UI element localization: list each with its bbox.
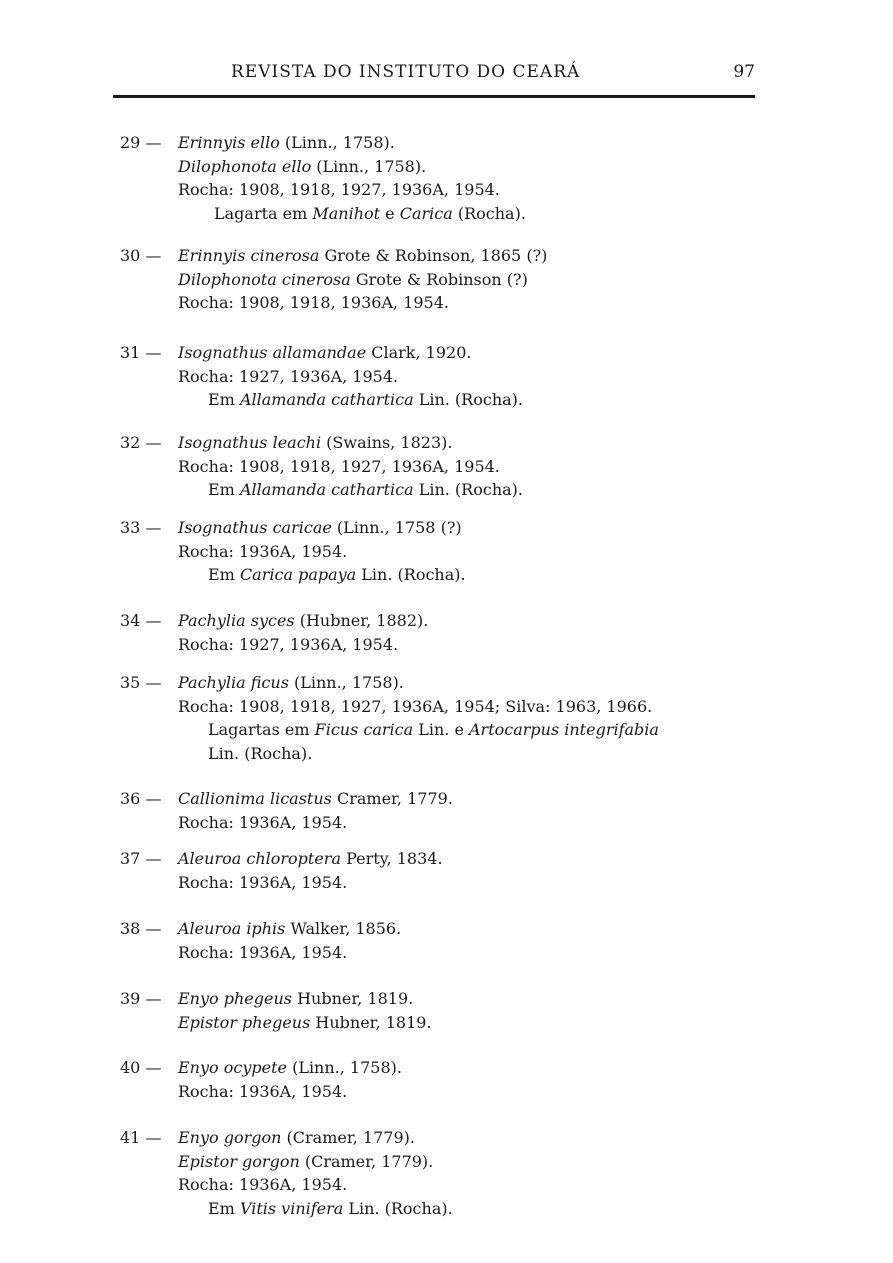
entry-dash: — — [140, 518, 162, 537]
entry-dash: — — [140, 133, 162, 152]
species-name: Enyo ocypete — [178, 1058, 287, 1077]
entry-dash: — — [140, 849, 162, 868]
entry-line — [178, 455, 500, 478]
entry-line — [178, 671, 404, 694]
entry-dash: — — [140, 1058, 162, 1077]
entry-line — [178, 1126, 415, 1149]
line-rest: Hubner, 1819. — [291, 989, 414, 1008]
entry-line — [208, 718, 659, 741]
entry-line — [178, 609, 428, 632]
entry-dash: — — [140, 673, 162, 692]
species-name: Dilophonota cinerosa — [178, 269, 351, 289]
species-name: Carica papaya — [239, 565, 357, 584]
entry-number-wrap — [120, 847, 161, 870]
line-text: Rocha: 1908, 1918, 1936A, 1954. — [178, 293, 449, 312]
entry-line — [178, 1011, 432, 1034]
entry-line — [178, 1173, 347, 1196]
entry-number: 39 — [120, 989, 141, 1008]
entry-number-wrap — [120, 671, 161, 694]
entry-number: 41 — [120, 1128, 141, 1147]
entry-line — [178, 811, 347, 834]
species-name: Isognathus leachi — [178, 433, 322, 452]
line-rest: Lin. (Rocha). — [413, 480, 523, 499]
line-rest: (Linn., 1758 (?) — [331, 518, 462, 537]
entry-number: 35 — [120, 673, 141, 692]
entry-number: 36 — [120, 789, 141, 808]
entry-number: 30 — [120, 246, 141, 265]
line-prefix: Em — [208, 390, 240, 409]
entry-number: 29 — [120, 133, 141, 152]
entry-line — [178, 291, 449, 314]
species-name: Enyo phegeus — [178, 989, 292, 1008]
entry-number-wrap — [120, 244, 161, 267]
species-name: Isognathus allamandae — [178, 343, 367, 362]
species-name: Erinnyis ello — [178, 133, 280, 152]
entry-number: 37 — [120, 849, 141, 868]
species-name: Allamanda cathartica — [239, 390, 414, 409]
line-rest: (Swains, 1823). — [321, 433, 453, 452]
species-name: Dilophonota ello — [178, 156, 312, 176]
line-text: Rocha: 1908, 1918, 1927, 1936A, 1954. — [178, 180, 500, 199]
line-prefix: Em — [208, 565, 240, 584]
entry-dash: — — [140, 1128, 162, 1147]
entry-number-wrap — [120, 787, 161, 810]
line-rest: (Linn., 1758). — [288, 673, 404, 692]
entry-dash: — — [140, 789, 162, 808]
entry-line — [178, 268, 528, 291]
entry-line — [178, 178, 500, 201]
entry-line — [178, 987, 413, 1010]
line-prefix: Em — [208, 480, 240, 499]
entry-line — [208, 1197, 453, 1220]
entry-line — [208, 563, 466, 586]
entry-line — [178, 1150, 433, 1173]
entry-number: 32 — [120, 433, 141, 452]
species-name: Isognathus caricae — [178, 518, 332, 537]
line-prefix: Em — [208, 1198, 240, 1218]
entry-line — [214, 202, 526, 225]
entry-line — [178, 341, 471, 364]
entry-number-wrap — [120, 987, 161, 1010]
entry-line — [178, 941, 347, 964]
line-rest: (Cramer, 1779). — [299, 1151, 434, 1171]
entry-line — [178, 516, 462, 539]
line-middle: e — [380, 203, 400, 223]
line-rest: Clark, 1920. — [366, 343, 472, 362]
line-rest: (Linn., 1758). — [311, 156, 427, 176]
line-rest: (Rocha). — [452, 203, 526, 223]
species-name: Artocarpus integrifabia — [469, 720, 659, 739]
line-rest: Lin. (Rocha). — [343, 1198, 453, 1218]
entry-dash: — — [140, 343, 162, 362]
entry-number: 38 — [120, 919, 141, 938]
entry-line — [178, 1080, 347, 1103]
entry-line — [178, 1056, 402, 1079]
line-rest: (Cramer, 1779). — [281, 1128, 415, 1147]
species-name: Aleuroa iphis — [178, 919, 286, 938]
line-text: Rocha: 1936A, 1954. — [178, 1081, 348, 1101]
entry-number: 33 — [120, 518, 141, 537]
species-name: Callionima licastus — [178, 789, 332, 808]
species-name: Epistor phegeus — [178, 1012, 311, 1032]
entry-number-wrap — [120, 341, 161, 364]
line-prefix: Lagarta em — [214, 203, 313, 223]
entry-line — [178, 787, 453, 810]
line-text: Rocha: 1936A, 1954. — [178, 1175, 348, 1194]
line-rest: Hubner, 1819. — [310, 1012, 432, 1032]
entry-number-wrap — [120, 431, 161, 454]
entry-dash: — — [140, 433, 162, 452]
line-text: Rocha: 1936A, 1954. — [178, 541, 348, 561]
line-middle: Lin. e — [413, 720, 469, 739]
entry-line — [178, 540, 347, 563]
entry-line — [178, 871, 347, 894]
line-rest: Walker, 1856. — [285, 919, 402, 938]
entry-line — [178, 131, 395, 154]
species-name: Pachylia ficus — [178, 673, 289, 692]
entry-number-wrap — [120, 917, 161, 940]
entry-line — [178, 431, 452, 454]
species-name: Pachylia syces — [178, 611, 295, 630]
entry-dash: — — [140, 246, 162, 265]
entry-line — [178, 633, 398, 656]
line-rest: (Linn., 1758). — [286, 1058, 402, 1077]
entry-dash: — — [140, 989, 162, 1008]
line-text: Lin. (Rocha). — [208, 743, 313, 763]
species-name: Enyo gorgon — [178, 1128, 282, 1147]
line-rest: Grote & Robinson, 1865 (?) — [319, 246, 548, 265]
line-text: Rocha: 1908, 1918, 1927, 1936A, 1954. — [178, 456, 500, 476]
entry-line — [178, 155, 426, 178]
entry-line — [178, 847, 443, 870]
entry-line — [178, 365, 398, 388]
line-rest: (Hubner, 1882). — [294, 611, 429, 630]
line-text: Rocha: 1936A, 1954. — [178, 872, 348, 892]
entry-number-wrap — [120, 516, 161, 539]
line-text: Rocha: 1936A, 1954. — [178, 942, 348, 962]
species-name: Allamanda cathartica — [239, 480, 414, 499]
species-name: Epistor gorgon — [178, 1151, 300, 1171]
entry-dash: — — [140, 919, 162, 938]
line-rest: Lin. (Rocha). — [413, 390, 523, 409]
line-text: Rocha: 1908, 1918, 1927, 1936A, 1954; Silva: 1963, 1966. — [178, 696, 653, 716]
entry-number: 34 — [120, 611, 141, 630]
entry-number: 40 — [120, 1058, 141, 1077]
line-prefix: Lagartas em — [208, 720, 315, 739]
line-text: Rocha: 1927, 1936A, 1954. — [178, 366, 399, 386]
species-name: Carica — [399, 203, 453, 223]
line-text: Rocha: 1927, 1936A, 1954. — [178, 634, 399, 654]
entry-number-wrap — [120, 1126, 161, 1149]
entry-number-wrap — [120, 609, 161, 632]
page-number: 97 — [733, 62, 755, 82]
entry-number: 31 — [120, 343, 141, 362]
entry-line — [178, 244, 547, 267]
line-rest: Cramer, 1779. — [331, 789, 453, 808]
species-name: Vitis vinifera — [239, 1198, 344, 1218]
entry-line — [208, 388, 523, 411]
entry-line — [208, 478, 523, 501]
entry-dash: — — [140, 611, 162, 630]
entry-number-wrap — [120, 131, 161, 154]
line-rest: Lin. (Rocha). — [356, 565, 466, 584]
entry-line — [178, 917, 401, 940]
species-name: Ficus carica — [314, 720, 414, 739]
line-rest: (Linn., 1758). — [279, 133, 395, 152]
entry-number-wrap — [120, 1056, 161, 1079]
line-rest: Perty, 1834. — [340, 849, 443, 868]
line-rest: Grote & Robinson (?) — [350, 269, 528, 289]
line-text: Rocha: 1936A, 1954. — [178, 812, 348, 832]
species-name: Manihot — [312, 203, 381, 223]
entry-line — [208, 742, 312, 765]
species-name: Erinnyis cinerosa — [178, 246, 320, 265]
journal-title: REVISTA DO INSTITUTO DO CEARÁ — [231, 62, 581, 82]
entry-line — [178, 695, 652, 718]
species-name: Aleuroa chloroptera — [178, 849, 341, 868]
